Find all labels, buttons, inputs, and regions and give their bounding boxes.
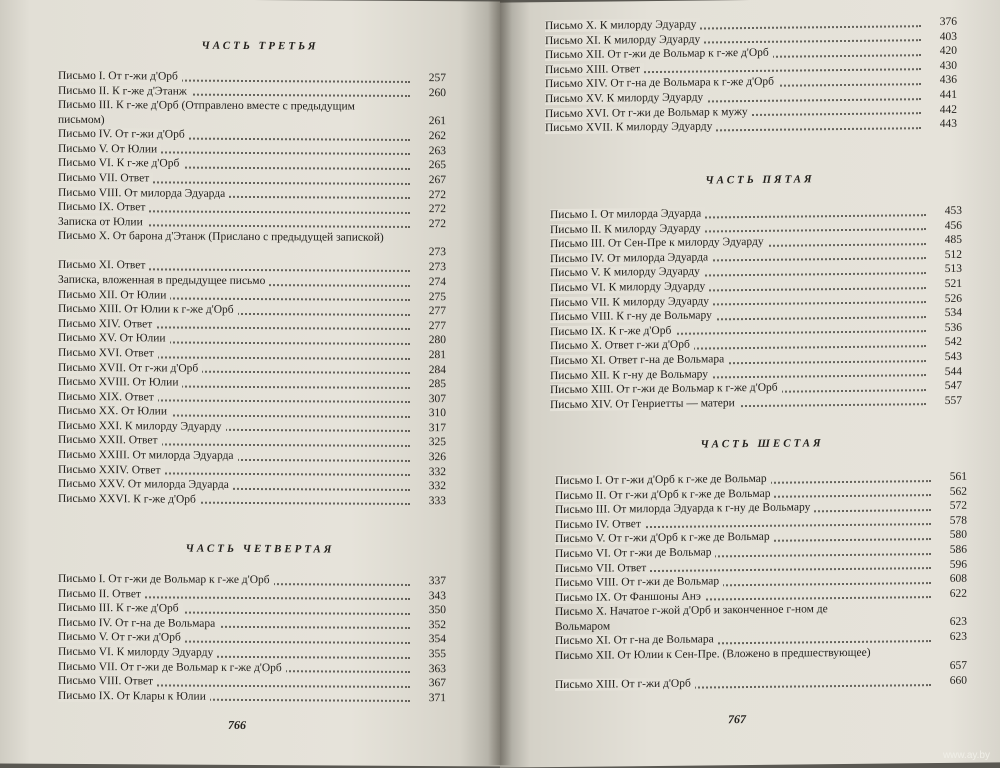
toc-entry [555, 601, 967, 634]
toc-entry-title: Письмо XXI. К милорду Эдуарду [58, 420, 226, 433]
toc-entry-page: 274 [428, 276, 446, 289]
toc-entry-title: Письмо V. От г-жи д'Орб к г-же де Вольмар [555, 531, 774, 545]
toc-entry-page: 281 [428, 348, 446, 362]
section-title-part-six: ЧАСТЬ ШЕСТАЯ [700, 437, 824, 451]
page-number-left: 766 [228, 717, 246, 732]
toc-entry [550, 393, 962, 412]
toc-entry-title: Письмо VII. К милорду Эдуарду [550, 295, 713, 309]
toc-entry-page: 456 [944, 219, 962, 232]
toc-entry-page: 536 [944, 321, 962, 334]
toc-entry-title: Письмо VI. К милорду Эдуарду [58, 646, 217, 659]
toc-list-part-three [58, 69, 446, 509]
toc-entry-page: 273 [428, 261, 446, 274]
toc-entry-page: 580 [949, 529, 967, 542]
toc-entry-title: Письмо VII. Ответ [58, 172, 153, 185]
toc-entry-page: 543 [944, 350, 962, 363]
toc-entry-title: Письмо XXII. Ответ [58, 434, 162, 447]
toc-entry-title: Письмо X. К милорду Эдуарду [545, 19, 700, 33]
toc-entry [58, 98, 446, 129]
toc-entry-title: Письмо X. Начатое г-жой д'Орб и законченное г-ном де Вольмаром [555, 603, 828, 633]
toc-entry-title: Письмо XI. От г-на де Вольмара [555, 634, 718, 648]
toc-entry-title: Письмо III. К г-же д'Орб (Отправлено вместе с предыдущим письмом) [58, 99, 355, 126]
toc-entry-title: Письмо XVI. Ответ [58, 347, 158, 360]
toc-list-part-six [555, 470, 967, 693]
toc-entry-page: 512 [944, 248, 962, 261]
toc-entry-title: Письмо IV. От милорда Эдуарда [550, 251, 712, 265]
toc-entry [58, 229, 446, 260]
toc-entry-title: Письмо V. От г-жи д'Орб [58, 631, 185, 644]
toc-entry-title: Письмо XII. От г-жи де Вольмар к г-же д'Орб [545, 47, 773, 61]
toc-entry-title: Письмо XVIII. От Юлии [58, 376, 182, 389]
toc-entry-page: 352 [428, 618, 446, 631]
toc-entry-page: 317 [428, 421, 446, 435]
toc-entry-title: Письмо II. К милорду Эдуарду [550, 222, 705, 236]
toc-entry-title: Письмо II. К г-же д'Этанж [58, 84, 191, 97]
toc-entry-title: Письмо VIII. К г-ну де Вольмару [550, 310, 716, 324]
toc-entry-page: 561 [949, 470, 967, 483]
toc-entry-page: 277 [428, 305, 446, 318]
toc-entry-title: Письмо IV. От г-на де Вольмара [58, 617, 219, 630]
toc-entry-title: Письмо XV. К милорду Эдуарду [545, 91, 707, 105]
toc-entry-title: Письмо XXIV. Ответ [58, 463, 165, 476]
toc-entry-title: Письмо XIII. Ответ [545, 63, 644, 76]
toc-entry-title: Записка от Юлии [58, 216, 147, 229]
toc-entry-title: Письмо VII. От г-жи де Вольмар к г-же д'Орб [58, 660, 286, 673]
toc-entry-page: 333 [428, 494, 446, 508]
toc-entry-title: Письмо XIII. От Юлии к г-же д'Орб [58, 303, 238, 316]
toc-entry-title: Письмо XXIII. От милорда Эдуарда [58, 449, 238, 462]
toc-entry-page: 623 [949, 631, 967, 644]
toc-entry-page: 521 [944, 277, 962, 290]
toc-entry-page: 442 [939, 103, 957, 116]
toc-entry-page: 547 [944, 379, 962, 393]
toc-list-part-five [550, 204, 962, 413]
toc-entry-title: Письмо IX. К г-же д'Орб [550, 325, 675, 338]
toc-entry-page: 623 [949, 616, 967, 629]
toc-entry-page: 403 [939, 30, 957, 43]
toc-entry-page: 265 [428, 159, 446, 172]
toc-entry-page: 354 [428, 633, 446, 646]
toc-entry-title: Письмо IX. От Клары к Юлии [58, 690, 210, 703]
toc-entry-page: 350 [428, 604, 446, 617]
page-number-right: 767 [728, 712, 746, 727]
toc-entry-page: 284 [428, 363, 446, 376]
toc-entry-page: 363 [428, 662, 446, 675]
toc-entry-title: Письмо XI. Ответ [58, 259, 149, 272]
toc-entry-page: 355 [428, 648, 446, 661]
toc-entry-page: 420 [939, 45, 957, 58]
toc-entry-page: 660 [949, 674, 967, 687]
toc-entry [58, 492, 446, 509]
right-page [500, 0, 1000, 768]
toc-entry-title: Письмо IV. Ответ [555, 518, 645, 531]
toc-entry-page: 337 [428, 575, 446, 588]
toc-entry-title: Письмо V. От Юлии [58, 143, 161, 156]
toc-entry-title: Письмо XVI. От г-жи де Вольмар к мужу [545, 106, 752, 120]
toc-entry-title: Письмо XV. От Юлии [58, 332, 170, 345]
toc-entry-title: Письмо XIII. От г-жи де Вольмар к г-же д'Орб [550, 382, 782, 396]
toc-entry-page: 443 [939, 117, 957, 131]
section-title-part-three: ЧАСТЬ ТРЕТЬЯ [201, 39, 319, 53]
toc-entry-title: Письмо XIV. Ответ [58, 318, 156, 331]
toc-entry-title: Письмо I. От милорда Эдуарда [550, 207, 705, 221]
toc-entry-page: 657 [949, 659, 967, 672]
toc-entry-title: Письмо III. От Сен-Пре к милорду Эдуарду [550, 236, 768, 250]
toc-entry-title: Письмо II. От г-жи д'Орб к г-же де Вольмар [555, 487, 774, 501]
toc-entry-page: 436 [939, 74, 957, 87]
toc-entry-title: Письмо I. От г-жи д'Орб к г-же де Вольмар [555, 473, 771, 487]
toc-entry-title: Письмо XX. От Юлии [58, 405, 171, 418]
toc-entry-title: Письмо XVII. От г-жи д'Орб [58, 361, 202, 374]
toc-entry-title: Письмо XIV. От г-на де Вольмара к г-же д'Орб [545, 76, 778, 90]
toc-entry-title: Письмо XXV. От милорда Эдуарда [58, 478, 233, 491]
toc-entry-page: 332 [428, 480, 446, 493]
toc-entry-page: 275 [428, 290, 446, 303]
toc-entry-page: 608 [949, 572, 967, 586]
toc-entry-title: Письмо II. Ответ [58, 587, 145, 600]
toc-entry-title: Записка, вложенная в предыдущее письмо [58, 274, 269, 287]
toc-entry-title: Письмо XII. От Юлии [58, 288, 170, 301]
toc-entry-title: Письмо IX. Ответ [58, 201, 149, 214]
toc-entry-page: 441 [939, 88, 957, 101]
toc-entry-page: 285 [428, 378, 446, 391]
toc-entry-title: Письмо XIII. От г-жи д'Орб [555, 678, 695, 691]
toc-entry-title: Письмо VIII. От милорда Эдуарда [58, 186, 229, 199]
toc-entry-page: 261 [428, 115, 446, 128]
toc-entry-title: Письмо VIII. От г-жи де Вольмар [555, 575, 723, 589]
toc-entry-page: 280 [428, 334, 446, 347]
toc-entry-title: Письмо X. Ответ г-жи д'Орб [550, 339, 694, 353]
toc-entry-title: Письмо VI. К милорду Эдуарду [550, 280, 709, 294]
toc-entry-page: 534 [944, 306, 962, 320]
toc-entry-page: 557 [944, 394, 962, 407]
toc-entry-page: 371 [428, 691, 446, 704]
toc-entry-page: 622 [949, 587, 967, 600]
toc-entry-page: 453 [944, 204, 962, 217]
toc-entry-page: 310 [428, 407, 446, 420]
toc-entry-title: Письмо XI. К милорду Эдуарду [545, 33, 704, 47]
toc-entry-page: 376 [939, 15, 957, 29]
toc-entry-page: 272 [428, 203, 446, 216]
toc-entry-page: 267 [428, 174, 446, 187]
toc-entry [58, 689, 446, 706]
toc-entry-title: Письмо X. От барона д'Этанж (Прислано с предыдущей запиской) [58, 230, 384, 245]
watermark: www.ay.by [942, 750, 990, 761]
toc-entry-title: Письмо I. От г-жи де Вольмар к г-же д'Орб [58, 573, 274, 586]
toc-entry-page: 307 [428, 392, 446, 405]
toc-entry-title: Письмо IX. От Фаншоны Анэ [555, 590, 705, 604]
toc-list-part-four [58, 572, 446, 706]
toc-entry-title: Письмо XII. От Юлии к Сен-Пре. (Вложено в предшествующее) [555, 646, 871, 662]
toc-entry-title: Письмо III. К г-же д'Орб [58, 602, 183, 615]
toc-entry [555, 674, 967, 693]
toc-entry-page: 367 [428, 677, 446, 690]
toc-entry-page: 326 [428, 451, 446, 464]
toc-entry-page: 542 [944, 336, 962, 349]
toc-entry-title: Письмо VIII. Ответ [58, 675, 157, 688]
book-gutter-shadow [488, 0, 512, 765]
toc-entry-page: 526 [944, 292, 962, 305]
toc-entry-page: 272 [428, 217, 446, 230]
toc-entry-page: 273 [428, 246, 446, 259]
toc-entry-page: 586 [949, 543, 967, 556]
toc-entry [545, 117, 957, 136]
toc-entry-page: 277 [428, 319, 446, 332]
toc-entry-page: 262 [428, 130, 446, 143]
toc-entry-page: 430 [939, 59, 957, 72]
toc-list-part-four-continued [545, 15, 957, 136]
toc-entry-title: Письмо IV. От г-жи д'Орб [58, 128, 189, 141]
toc-entry-page: 513 [944, 263, 962, 276]
toc-entry-title: Письмо XI. Ответ г-на де Вольмара [550, 353, 728, 367]
toc-entry-title: Письмо VI. К г-же д'Орб [58, 157, 183, 170]
toc-entry-page: 325 [428, 436, 446, 449]
toc-entry-page: 572 [949, 499, 967, 513]
toc-entry-page: 263 [428, 144, 446, 157]
toc-entry-title: Письмо XII. К г-ну де Вольмару [550, 368, 712, 382]
toc-entry-title: Письмо VII. Ответ [555, 562, 650, 575]
toc-entry-page: 485 [944, 233, 962, 247]
toc-entry-title: Письмо V. К милорду Эдуарду [550, 266, 704, 280]
section-title-part-four: ЧАСТЬ ЧЕТВЕРТАЯ [185, 542, 335, 556]
left-page [0, 0, 500, 767]
toc-entry-title: Письмо XXVI. К г-же д'Орб [58, 493, 200, 506]
toc-entry-page: 272 [428, 188, 446, 201]
toc-entry-title: Письмо XIV. От Генриетты — матери [550, 397, 739, 411]
toc-entry-page: 544 [944, 365, 962, 378]
toc-entry-title: Письмо VI. От г-жи де Вольмар [555, 546, 715, 560]
toc-entry-page: 257 [428, 72, 446, 85]
toc-entry-page: 332 [428, 465, 446, 478]
toc-entry-page: 596 [949, 558, 967, 571]
toc-entry-page: 343 [428, 589, 446, 602]
toc-entry-page: 578 [949, 514, 967, 527]
toc-entry-title: Письмо XVII. К милорду Эдуарду [545, 121, 716, 135]
toc-entry-title: Письмо XIX. Ответ [58, 391, 158, 404]
toc-entry [555, 645, 967, 678]
toc-entry-page: 260 [428, 86, 446, 99]
toc-entry-title: Письмо I. От г-жи д'Орб [58, 70, 182, 83]
section-title-part-five: ЧАСТЬ ПЯТАЯ [705, 173, 815, 187]
toc-entry-title: Письмо III. От милорда Эдуарда к г-ну де Вольмару [555, 502, 814, 517]
toc-entry-page: 562 [949, 485, 967, 498]
